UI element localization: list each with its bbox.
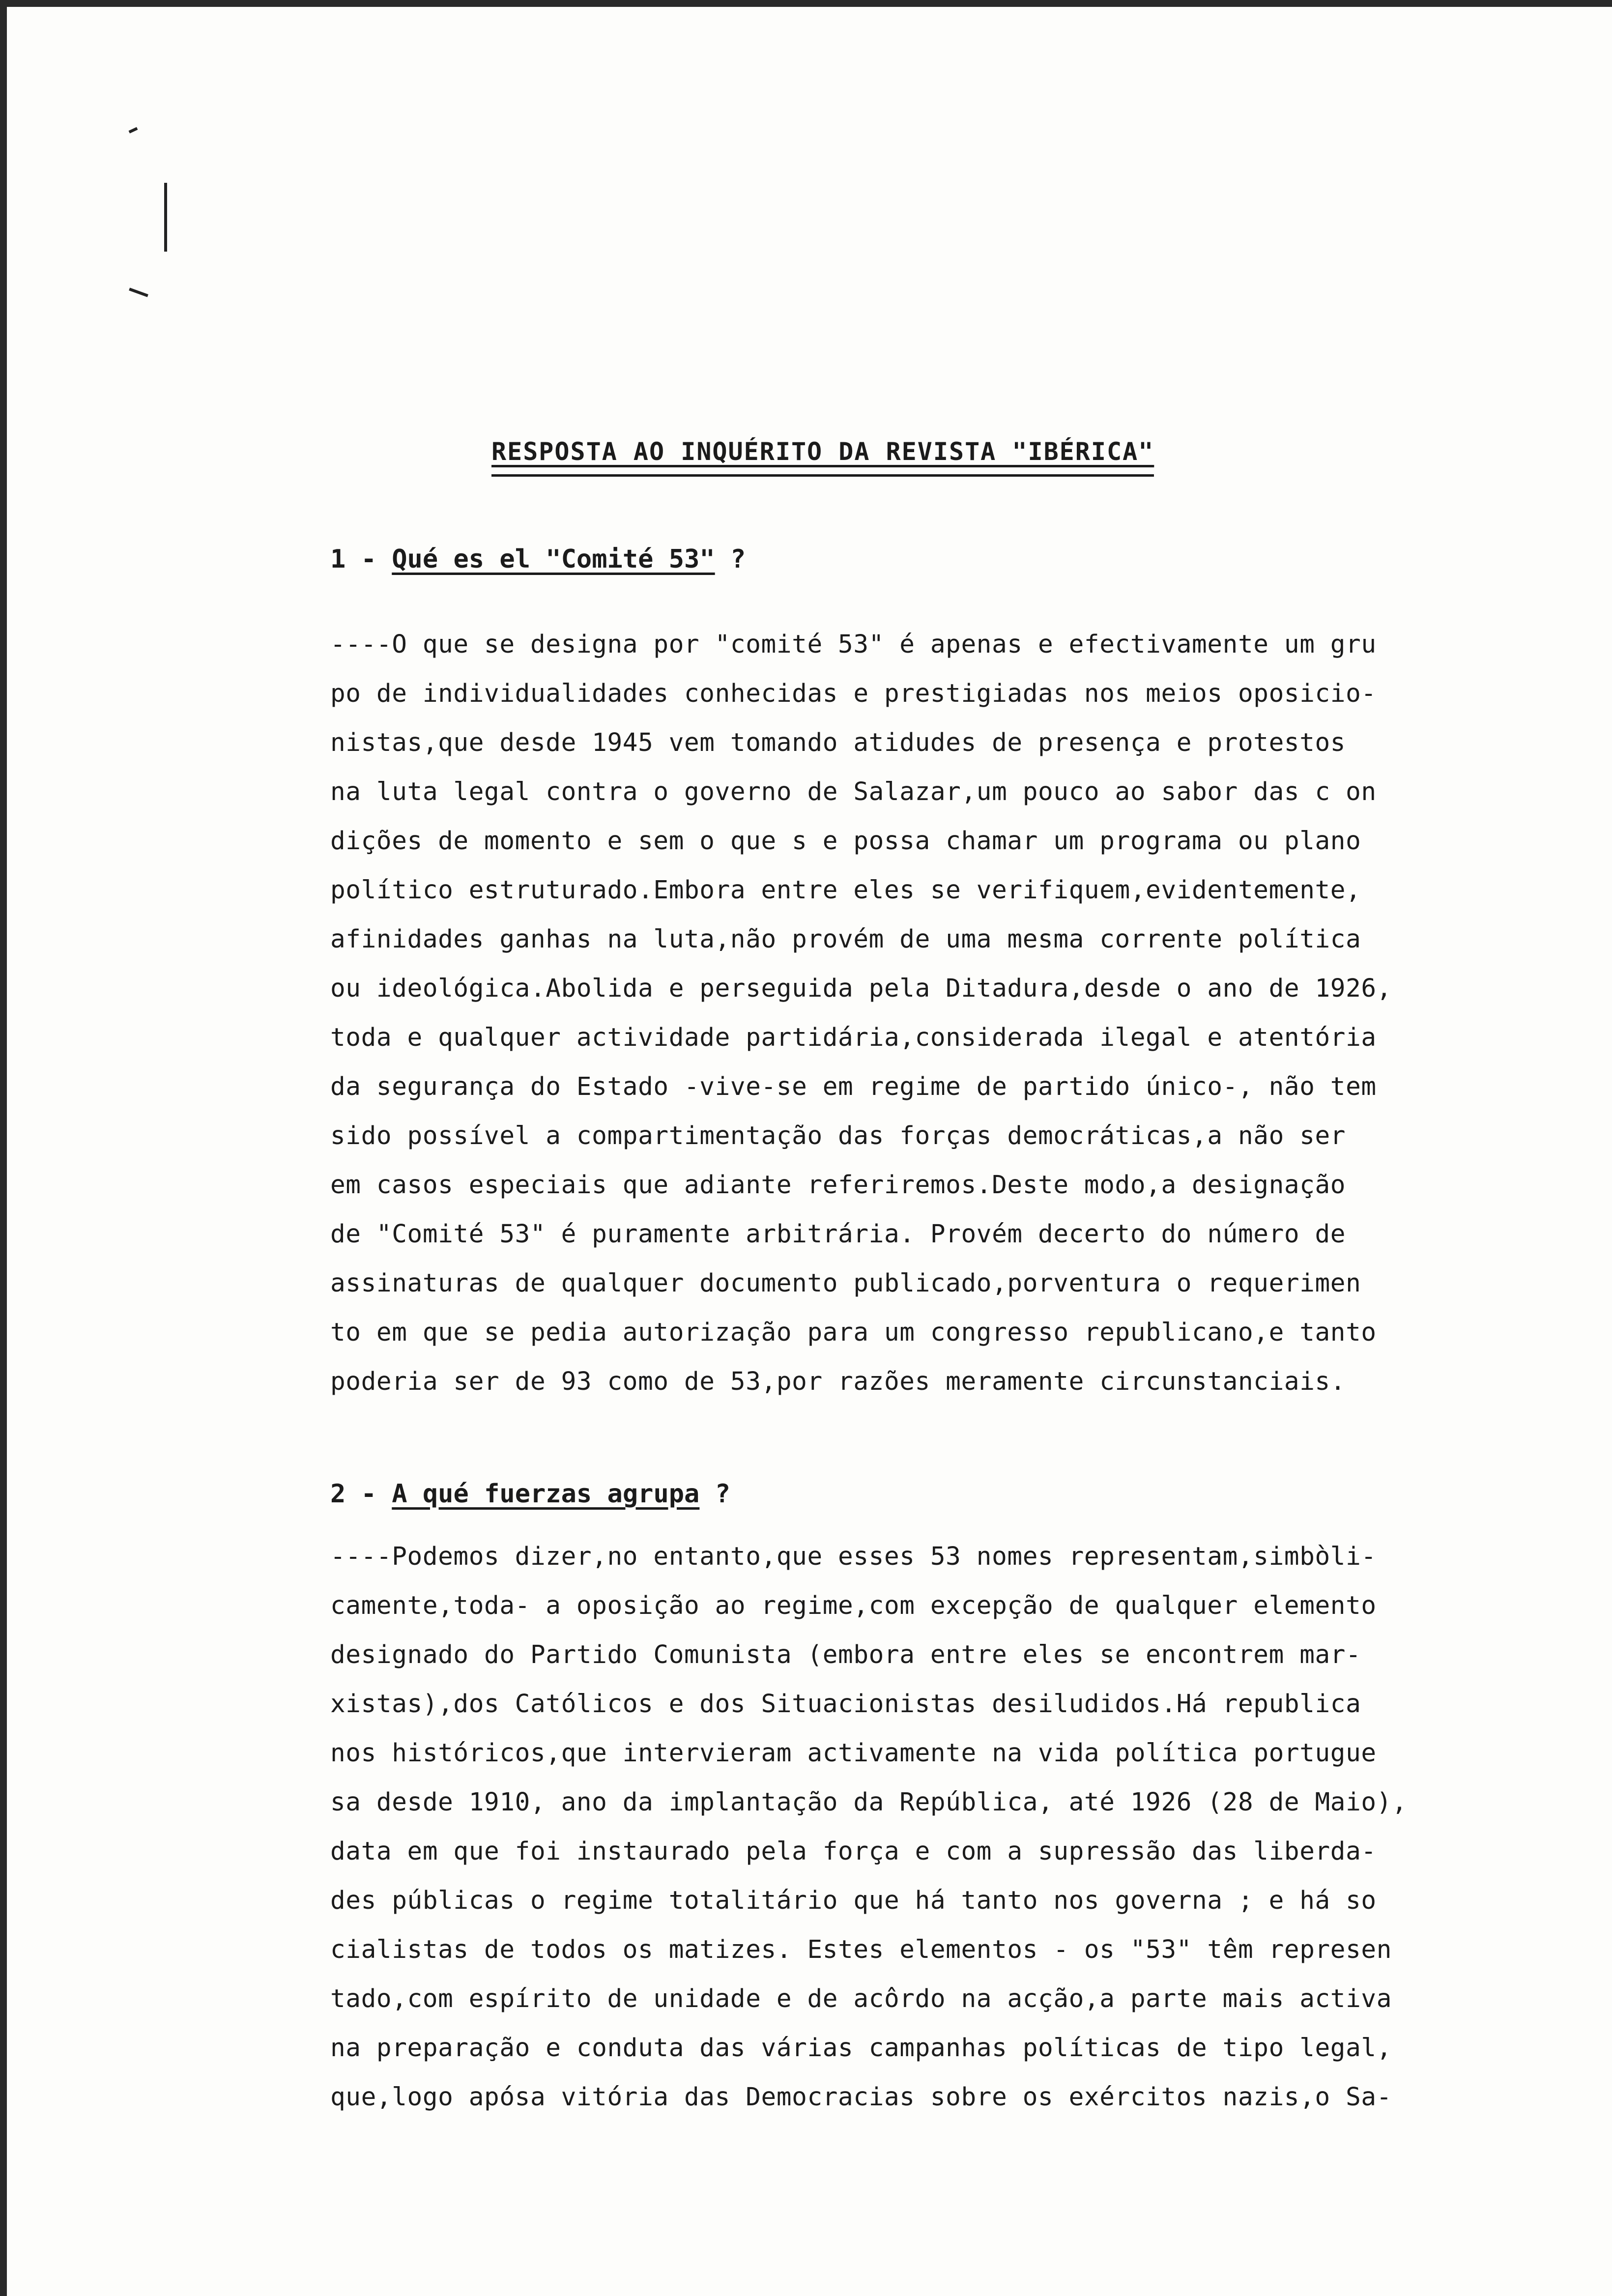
answer-line: ou ideológica.Abolida e perseguida pela Ditadura,desde o ano de 1926, xyxy=(330,974,1392,1003)
answer-line: data em que foi instaurado pela força e com a supressão das liberda- xyxy=(330,1837,1377,1866)
section-1-number: 1 - xyxy=(330,545,376,574)
answer-line: dições de momento e sem o que s e possa chamar um programa ou plano xyxy=(330,827,1361,856)
answer-line: po de individualidades conhecidas e prestigiadas nos meios oposicio- xyxy=(330,679,1377,708)
answer-line: camente,toda- a oposição ao regime,com excepção de qualquer elemento xyxy=(330,1591,1377,1620)
document-title: RESPOSTA AO INQUÉRITO DA REVISTA "IBÉRICA" xyxy=(491,437,1154,466)
section-1-question xyxy=(330,545,746,574)
answer-line: da segurança do Estado -vive-se em regime de partido único-, não tem xyxy=(330,1072,1377,1101)
answer-line: toda e qualquer actividade partidária,considerada ilegal e atentória xyxy=(330,1023,1377,1052)
answer-line: político estruturado.Embora entre eles se verifiquem,evidentemente, xyxy=(330,876,1361,905)
answer-line: sido possível a compartimentação das forças democráticas,a não ser xyxy=(330,1121,1346,1150)
margin-curve-mark xyxy=(129,287,148,297)
section-1-answer xyxy=(330,620,1559,1406)
answer-line: assinaturas de qualquer documento publicado,porventura o requerimen xyxy=(330,1269,1361,1298)
answer-line: em casos especiais que adiante referiremos.Deste modo,a designação xyxy=(330,1171,1346,1200)
section-2-question-text: A qué fuerzas agrupa xyxy=(392,1479,700,1509)
section-2-question xyxy=(330,1479,730,1509)
answer-line: na preparação e conduta das várias campanhas políticas de tipo legal, xyxy=(330,2034,1392,2063)
answer-line: sa desde 1910, ano da implantação da República, até 1926 (28 de Maio), xyxy=(330,1788,1408,1817)
section-2-answer xyxy=(330,1532,1559,2122)
margin-bar-mark xyxy=(164,183,167,252)
answer-line: ----O que se designa por "comité 53" é apenas e efectivamente um gru xyxy=(330,630,1377,659)
section-2-question-mark: ? xyxy=(715,1479,730,1509)
section-1-question-mark: ? xyxy=(730,545,746,574)
answer-line: designado do Partido Comunista (embora entre eles se encontrem mar- xyxy=(330,1640,1361,1669)
answer-line: tado,com espírito de unidade e de acôrdo na acção,a parte mais activa xyxy=(330,1984,1392,2013)
section-2-number: 2 - xyxy=(330,1479,376,1509)
answer-line: to em que se pedia autorização para um congresso republicano,e tanto xyxy=(330,1318,1377,1347)
margin-tick-mark xyxy=(129,127,138,133)
answer-line: des públicas o regime totalitário que há tanto nos governa ; e há so xyxy=(330,1886,1377,1915)
answer-line: xistas),dos Católicos e dos Situacionistas desiludidos.Há republica xyxy=(330,1690,1361,1719)
answer-line: poderia ser de 93 como de 53,por razões meramente circunstanciais. xyxy=(330,1367,1346,1396)
answer-line: nos históricos,que intervieram activamente na vida política portugue xyxy=(330,1739,1377,1768)
answer-line: que,logo apósa vitória das Democracias sobre os exércitos nazis,o Sa- xyxy=(330,2083,1392,2112)
answer-line: afinidades ganhas na luta,não provém de uma mesma corrente política xyxy=(330,925,1361,954)
answer-line: ----Podemos dizer,no entanto,que esses 53 nomes representam,simbòli- xyxy=(330,1542,1377,1571)
scan-border-left xyxy=(0,0,7,2296)
answer-line: nistas,que desde 1945 vem tomando atidudes de presença e protestos xyxy=(330,728,1346,757)
section-1-question-text: Qué es el "Comité 53" xyxy=(392,545,715,574)
answer-line: na luta legal contra o governo de Salazar,um pouco ao sabor das c on xyxy=(330,777,1377,806)
answer-line: de "Comité 53" é puramente arbitrária. Provém decerto do número de xyxy=(330,1220,1346,1249)
scan-border-top xyxy=(0,0,1612,7)
answer-line: cialistas de todos os matizes. Estes elementos - os "53" têm represen xyxy=(330,1935,1392,1964)
